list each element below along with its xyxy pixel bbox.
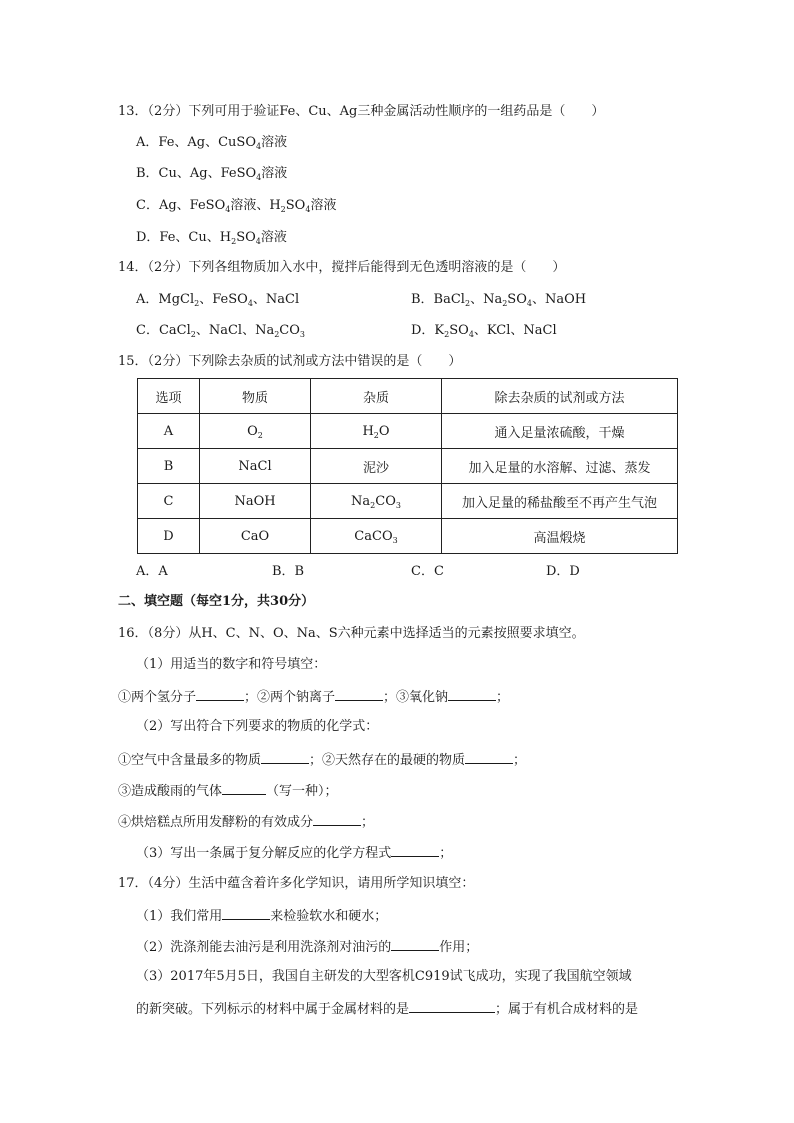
table-row: A $O_2$ $H_2O$ 通入足量浓硫酸，干燥: [138, 414, 678, 449]
answer-blank[interactable]: [335, 687, 383, 701]
q17-part3-cont: 的新突破。下列标示的材料中属于金属材料的是 ；属于有机合成材料的是: [136, 999, 638, 1019]
q14-option-d[interactable]: D．$K_2SO_4$、KCl、NaCl: [411, 323, 557, 339]
answer-blank[interactable]: [261, 750, 309, 764]
answer-blank[interactable]: [196, 687, 244, 701]
q16-stem: 16．（8分）从H、C、N、O、Na、S六种元素中选择适当的元素按照要求填空。: [118, 626, 585, 641]
q17-part1: （1）我们常用 来检验软水和硬水；: [136, 906, 387, 926]
table-row: B NaCl 泥沙 加入足量的水溶解、过滤、蒸发: [138, 449, 678, 484]
answer-blank[interactable]: [222, 906, 270, 920]
q13-option-a[interactable]: A．Fe、Ag、CuSO$_4$溶液: [136, 135, 288, 151]
q16-part2-line4: ④烘焙糕点所用发酵粉的有效成分 ；: [118, 812, 374, 832]
header-substance: 物质: [200, 379, 311, 414]
q15-answer-c[interactable]: C．C: [411, 564, 444, 579]
header-option: 选项: [138, 379, 200, 414]
q14-option-b[interactable]: B．BaCl$_2$、$Na_2SO_4$、NaOH: [411, 292, 587, 308]
q13-option-c[interactable]: C．Ag、FeSO$_4$溶液、$H_2SO_4$溶液: [136, 198, 337, 214]
q15-stem: 15．（2分）下列除去杂质的试剂或方法中错误的是（ ）: [118, 354, 462, 369]
section-title: 二、填空题（每空1分，共30分）: [118, 594, 315, 609]
q15-table: [137, 378, 678, 554]
answer-blank[interactable]: [448, 687, 496, 701]
answer-blank[interactable]: [409, 999, 495, 1013]
q17-part3: （3）2017年5月5日，我国自主研发的大型客机C919试飞成功，实现了我国航空领域: [136, 969, 632, 984]
q17-part2: （2）洗涤剂能去油污是利用洗涤剂对油污的 作用；: [136, 937, 478, 957]
q16-part1-title: （1）用适当的数字和符号填空：: [136, 657, 327, 672]
q16-part2-title: （2）写出符合下列要求的物质的化学式：: [136, 719, 379, 734]
header-impurity: 杂质: [311, 379, 442, 414]
q15-answer-b[interactable]: B．B: [272, 564, 305, 579]
answer-blank[interactable]: [313, 812, 361, 826]
answer-blank[interactable]: [465, 750, 513, 764]
q16-part3-line: （3）写出一条属于复分解反应的化学方程式 ；: [136, 843, 452, 863]
q14-option-a[interactable]: A．MgCl$_2$、FeSO$_4$、NaCl: [136, 292, 300, 308]
q17-stem: 17．（4分）生活中蕴含着许多化学知识，请用所学知识填空：: [118, 876, 475, 891]
q13-option-b[interactable]: B．Cu、Ag、FeSO$_4$溶液: [136, 166, 288, 182]
q15-answer-a[interactable]: A．A: [136, 564, 168, 579]
answer-blank[interactable]: [222, 781, 266, 795]
header-method: 除去杂质的试剂或方法: [442, 379, 678, 414]
q14-option-c[interactable]: C．CaCl$_2$、NaCl、$Na_2CO_3$: [136, 323, 305, 339]
q14-stem: 14．（2分）下列各组物质加入水中，搅拌后能得到无色透明溶液的是（ ）: [118, 260, 566, 275]
answer-blank[interactable]: [391, 843, 439, 857]
q16-part1-line: ①两个氢分子 ；②两个钠离子 ；③氧化钠 ；: [118, 687, 509, 707]
q16-part2-line: ①空气中含量最多的物质 ；②天然存在的最硬的物质 ；: [118, 750, 526, 770]
table-row: C NaOH $Na_2CO_3$ 加入足量的稀盐酸至不再产生气泡: [138, 484, 678, 519]
q13-option-d[interactable]: D．Fe、Cu、$H_2SO_4$溶液: [136, 230, 287, 246]
q16-part2-line3: ③造成酸雨的气体 （写一种）；: [118, 781, 338, 801]
table-header-row: [138, 379, 678, 414]
table-row: D CaO CaCO$_3$ 高温煅烧: [138, 519, 678, 554]
answer-blank[interactable]: [391, 937, 439, 951]
q13-stem: 13．（2分）下列可用于验证Fe、Cu、Ag三种金属活动性顺序的一组药品是（ ）: [118, 104, 605, 119]
q15-answer-d[interactable]: D．D: [546, 564, 580, 579]
